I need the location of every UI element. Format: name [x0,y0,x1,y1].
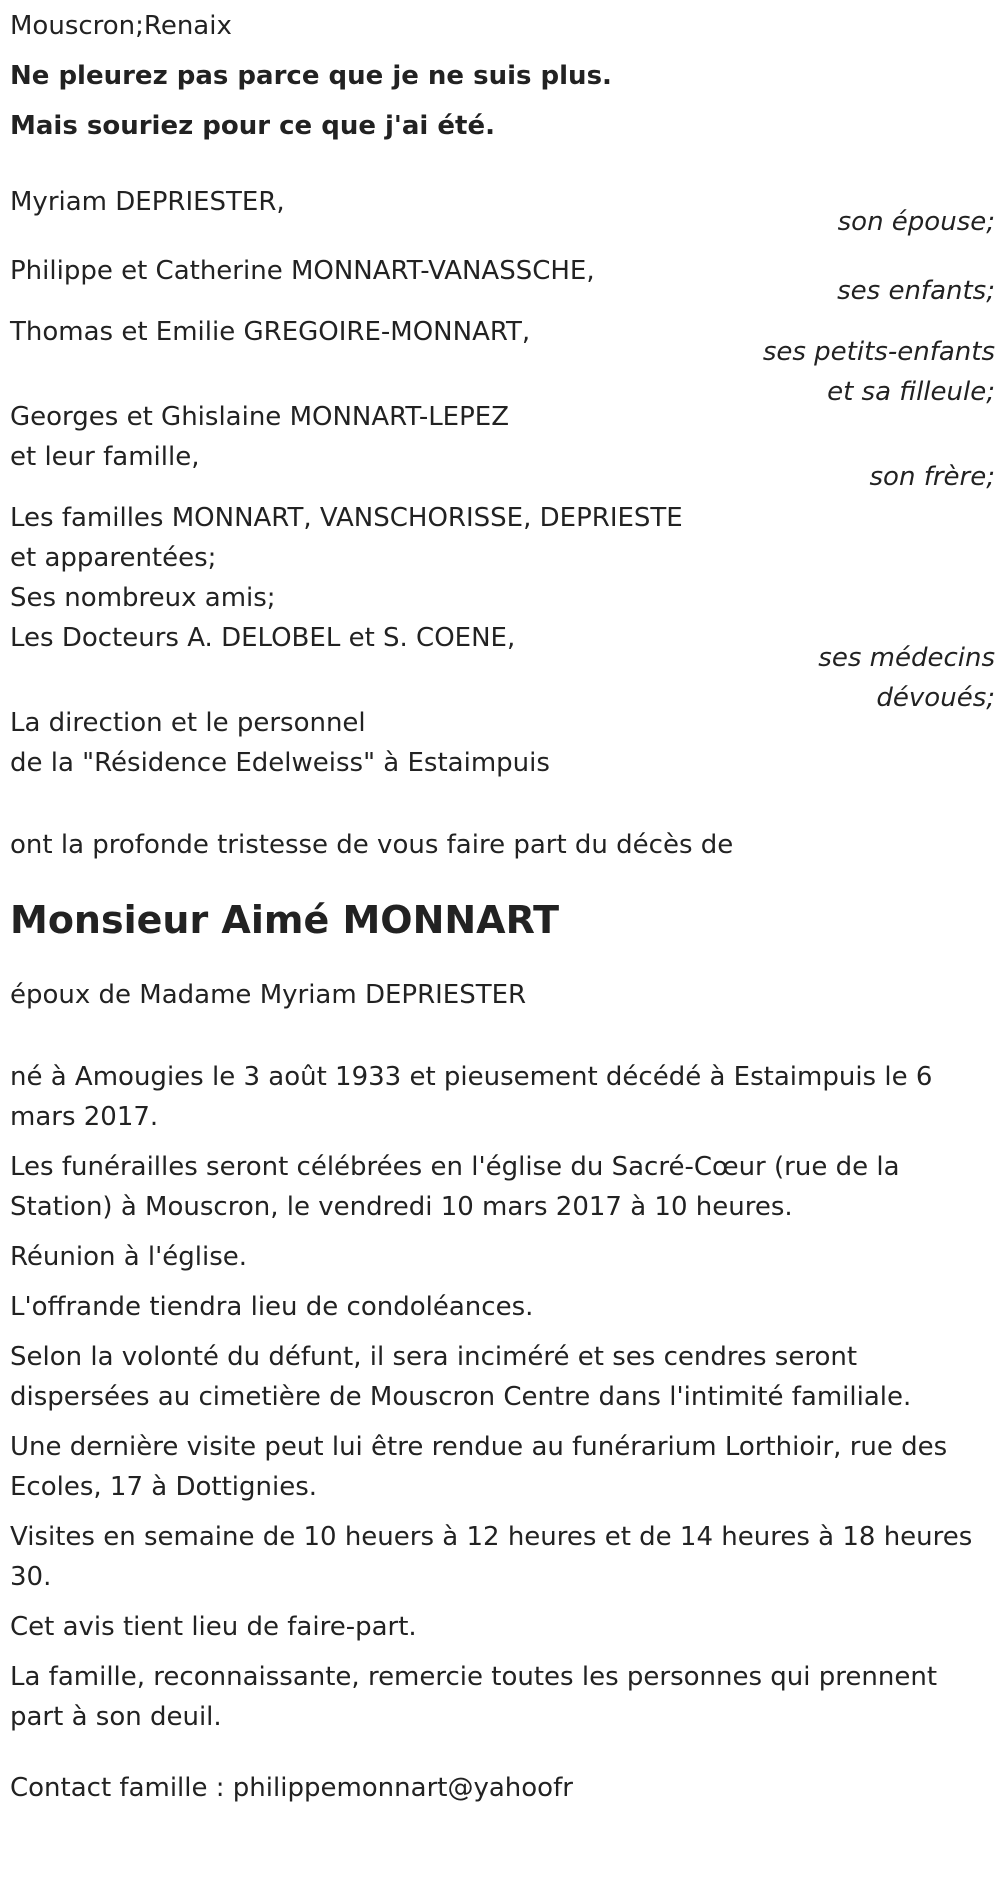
family-entry [10,251,995,312]
family-name: Les familles MONNART, VANSCHORISSE, DEPRIESTE [10,503,683,533]
location-line: Mouscron;Renaix [10,11,232,41]
details-list [10,1057,995,1737]
family-entry [10,182,995,243]
family-role: son épouse; [837,207,995,237]
deceased-name: Monsieur Aimé MONNART [10,898,560,942]
family-name: Georges et Ghislaine MONNART-LEPEZ [10,402,510,432]
family-name: La direction et le personnel [10,708,366,738]
contact-line: Contact famille : philippemonnart@yahoofr [10,1773,573,1803]
detail-paragraph: Réunion à l'église. [10,1242,248,1272]
detail-paragraph: Une dernière visite peut lui être rendue au funérarium Lorthioir, rue des Ecoles, 17 à Dottignies. [10,1432,948,1502]
motto-line-1: Ne pleurez pas parce que je ne suis plus. [10,61,612,91]
family-name: Thomas et Emilie GREGOIRE-MONNART, [10,317,531,347]
detail-paragraph: L'offrande tiendra lieu de condoléances. [10,1292,534,1322]
family-role: et sa filleule; [827,377,995,407]
family-entry [10,498,995,713]
family-list [10,182,995,783]
detail-paragraph: Les funérailles seront célébrées en l'église du Sacré-Cœur (rue de la Station) à Mouscron, le vendredi 10 mars 2017 à 10 heures. [10,1152,900,1222]
detail-paragraph: Cet avis tient lieu de faire-part. [10,1612,417,1642]
announcement-text: ont la profonde tristesse de vous faire part du décès de [10,830,734,860]
family-role: ses petits-enfants [762,337,995,367]
family-entry [10,397,995,498]
family-name: et leur famille, [10,442,200,472]
family-name: de la "Résidence Edelweiss" à Estaimpuis [10,748,550,778]
family-entry [10,703,995,783]
family-entry [10,312,995,407]
family-name: et apparentées; [10,543,217,573]
obituary-notice [10,6,995,1808]
detail-paragraph: Selon la volonté du défunt, il sera inciméré et ses cendres seront dispersées au cimetière de Mouscron Centre dans l'intimité familiale. [10,1342,912,1412]
detail-paragraph: Visites en semaine de 10 heuers à 12 heures et de 14 heures à 18 heures 30. [10,1522,973,1592]
spouse-line: époux de Madame Myriam DEPRIESTER [10,980,527,1010]
family-name: Philippe et Catherine MONNART-VANASSCHE, [10,256,595,286]
detail-paragraph: né à Amougies le 3 août 1933 et pieusement décédé à Estaimpuis le 6 mars 2017. [10,1062,933,1132]
family-role: dévoués; [876,683,995,713]
family-role: ses médecins [818,643,995,673]
detail-paragraph: La famille, reconnaissante, remercie toutes les personnes qui prennent part à son deuil. [10,1662,938,1732]
motto-line-2: Mais souriez pour ce que j'ai été. [10,111,495,141]
family-name: Myriam DEPRIESTER, [10,187,285,217]
family-role: son frère; [869,462,995,492]
family-name: Ses nombreux amis; [10,583,276,613]
family-role: ses enfants; [837,276,995,306]
family-name: Les Docteurs A. DELOBEL et S. COENE, [10,623,516,653]
